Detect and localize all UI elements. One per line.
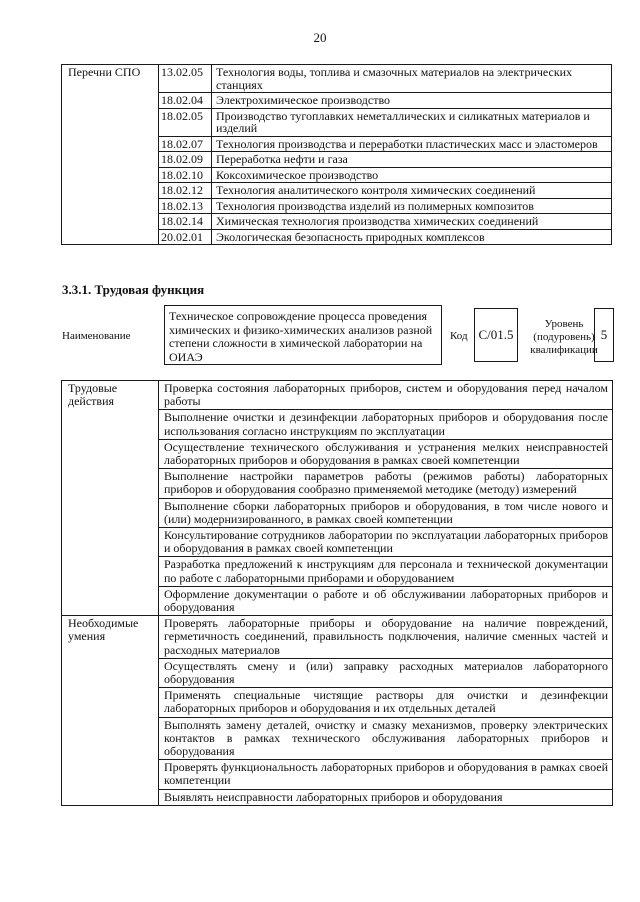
function-header	[62, 304, 614, 374]
code-label: Код	[450, 330, 468, 342]
section-title: 3.3.1. Трудовая функция	[62, 282, 205, 297]
labor-action-item: Выполнение сборки лабораторных приборов и оборудования, в том числе нового и (или) модернизированного, в рамках своей компетенции	[159, 498, 613, 527]
spo-code: 13.02.05	[159, 65, 212, 93]
function-row	[62, 381, 613, 410]
spo-label: Перечни СПО	[62, 65, 159, 245]
spo-code: 18.02.13	[159, 198, 212, 214]
labor-action-item: Выполнение очистки и дезинфекции лабораторных приборов и оборудования после использования согласно инструкциям по эксплуатации	[159, 410, 613, 439]
level-label: Уровень (подуровень) квалификации	[530, 318, 598, 356]
spo-code: 18.02.14	[159, 214, 212, 230]
spo-name: Коксохимическое производство	[212, 167, 612, 183]
labor-action-item: Проверка состояния лабораторных приборов, систем и оборудования перед началом работы	[159, 381, 613, 410]
spo-code: 18.02.10	[159, 167, 212, 183]
skill-item: Проверять лабораторные приборы и оборудование на наличие повреждений, герметичность соединений, правильность подключения, наличие сменных частей и расходных материалов	[159, 616, 613, 659]
function-name: Техническое сопровождение процесса проведения химических и физико-химических анализов разной степени сложности в химической лаборатории на ОИАЭ	[164, 305, 442, 365]
spo-name: Переработка нефти и газа	[212, 152, 612, 168]
spo-row	[62, 65, 612, 93]
skill-item: Выполнять замену деталей, очистку и смазку механизмов, проверку электрических контактов в рамках технического обслуживания лабораторных приборов и оборудования	[159, 717, 613, 760]
spo-name: Производство тугоплавких неметаллических и силикатных материалов и изделий	[212, 108, 612, 136]
labor-actions-label: Трудовые действия	[62, 381, 159, 616]
qualification-level: 5	[594, 308, 614, 362]
page-number: 20	[313, 30, 327, 45]
spo-name: Экологическая безопасность природных комплексов	[212, 229, 612, 245]
spo-name: Технология производства и переработки пластических масс и эластомеров	[212, 136, 612, 152]
spo-table	[61, 64, 612, 245]
labor-action-item: Консультирование сотрудников лаборатории по эксплуатации лабораторных приборов и оборудования в рамках своей компетенции	[159, 528, 613, 557]
labor-action-item: Выполнение настройки параметров работы (режимов работы) лабораторных приборов и оборудования сообразно применяемой методике (методу) измерений	[159, 469, 613, 498]
skill-item: Проверять функциональность лабораторных приборов и оборудования в рамках своей компетенции	[159, 760, 613, 789]
labor-action-item: Осуществление технического обслуживания и устранения мелких неисправностей лабораторных приборов и оборудования в рамках своей компетенции	[159, 439, 613, 468]
skill-item: Выявлять неисправности лабораторных приборов и оборудования	[159, 789, 613, 805]
skills-label: Необходимые умения	[62, 616, 159, 806]
spo-name: Технология воды, топлива и смазочных материалов на электрических станциях	[212, 65, 612, 93]
spo-name: Технология производства изделий из полимерных композитов	[212, 198, 612, 214]
function-row	[62, 616, 613, 659]
labor-action-item: Оформление документации о работе и об обслуживании лабораторных приборов и оборудования	[159, 586, 613, 615]
spo-code: 18.02.09	[159, 152, 212, 168]
spo-name: Технология аналитического контроля химических соединений	[212, 183, 612, 199]
spo-code: 20.02.01	[159, 229, 212, 245]
name-label: Наименование	[62, 330, 131, 342]
labor-action-item: Разработка предложений к инструкциям для персонала и технической документации по работе с лабораторными приборами и оборудованием	[159, 557, 613, 586]
skill-item: Осуществлять смену и (или) заправку расходных материалов лабораторного оборудования	[159, 658, 613, 687]
spo-code: 18.02.12	[159, 183, 212, 199]
skill-item: Применять специальные чистящие растворы для очистки и дезинфекции лабораторных приборов и оборудования и их отдельных деталей	[159, 688, 613, 717]
spo-name: Химическая технология производства химических соединений	[212, 214, 612, 230]
spo-code: 18.02.04	[159, 93, 212, 109]
function-code: C/01.5	[474, 308, 518, 362]
spo-code: 18.02.05	[159, 108, 212, 136]
spo-name: Электрохимическое производство	[212, 93, 612, 109]
spo-code: 18.02.07	[159, 136, 212, 152]
labor-function-table	[61, 380, 613, 806]
